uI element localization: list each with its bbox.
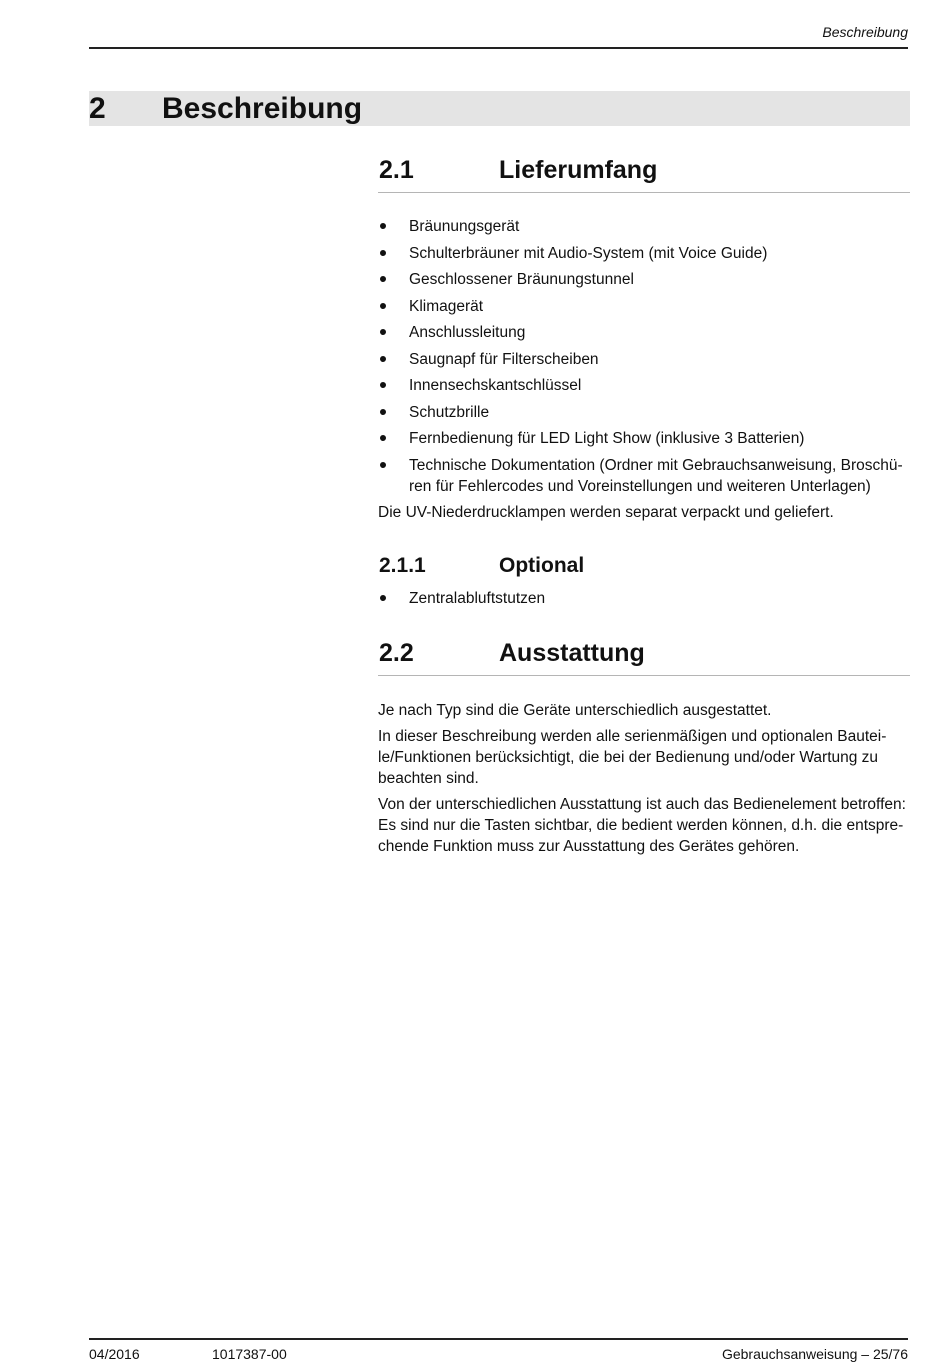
- list-item: [378, 216, 910, 237]
- chapter-title: Beschreibung: [162, 92, 363, 125]
- bullet-icon: [380, 382, 386, 388]
- section-title: Lieferumfang: [499, 156, 658, 184]
- delivery-list: [378, 216, 910, 497]
- list-item-text: Technische Dokumentation (Ordner mit Gebrauchsanweisung, Broschü-ren für Fehlercodes und Voreinstellungen und weiteren Unterlagen): [409, 456, 903, 495]
- delivery-note: Die UV-Niederdrucklampen werden separat verpackt und geliefert.: [378, 504, 834, 521]
- bullet-icon: [380, 223, 386, 229]
- bullet-icon: [380, 462, 386, 468]
- list-item: [378, 349, 910, 370]
- bullet-icon: [380, 435, 386, 441]
- list-item-text: Fernbedienung für LED Light Show (inklusive 3 Batterien): [409, 430, 805, 447]
- bullet-icon: [380, 303, 386, 309]
- list-item-text: Schulterbräuner mit Audio-System (mit Voice Guide): [409, 244, 768, 262]
- header-rule: [89, 47, 908, 49]
- list-item: [378, 455, 910, 497]
- optional-list: [378, 588, 910, 609]
- section-heading-ausstattung: [378, 641, 910, 676]
- paragraph: Je nach Typ sind die Geräte unterschiedlich ausgestattet.: [378, 702, 772, 719]
- subsection-number: 2.1.1: [379, 554, 426, 577]
- list-item: [378, 428, 910, 449]
- section-title: Ausstattung: [499, 639, 645, 667]
- chapter-heading: [89, 91, 910, 126]
- list-item-text: Zentralabluftstutzen: [409, 590, 546, 607]
- list-item: [378, 296, 910, 317]
- footer-page-label: Gebrauchsanweisung – 25/76: [721, 1346, 908, 1362]
- bullet-icon: [380, 329, 386, 335]
- list-item: [378, 588, 910, 609]
- main-content: [378, 158, 910, 857]
- bullet-icon: [380, 356, 386, 362]
- list-item: [378, 322, 910, 343]
- bullet-icon: [380, 409, 386, 415]
- subsection-title: Optional: [499, 554, 585, 577]
- bullet-icon: [380, 250, 386, 256]
- paragraph: Von der unterschiedlichen Ausstattung ist auch das Bedienelement betroffen: Es sind nur die Tasten sichtbar, die bedient werden können, d.h. die entspre-chende Funktion muss zur Ausstattung des Gerätes gehören.: [378, 796, 906, 855]
- list-item-text: Geschlossener Bräunungstunnel: [409, 271, 634, 288]
- section-heading-lieferumfang: [378, 158, 910, 193]
- list-item-text: Klimagerät: [409, 297, 484, 315]
- list-item: [378, 269, 910, 290]
- section-number: 2.1: [379, 156, 414, 184]
- list-item-text: Anschlussleitung: [409, 324, 526, 341]
- list-item-text: Saugnapf für Filterscheiben: [409, 350, 599, 368]
- running-header: Beschreibung: [822, 24, 908, 40]
- footer-doc-number: 1017387-00: [212, 1346, 287, 1362]
- paragraph: In dieser Beschreibung werden alle serienmäßigen und optionalen Bautei-le/Funktionen berücksichtigt, die bei der Bedienung und/oder Wartung zu beachten sind.: [378, 728, 887, 787]
- bullet-icon: [380, 276, 386, 282]
- list-item-text: Bräunungsgerät: [409, 218, 520, 235]
- section-number: 2.2: [379, 639, 414, 667]
- footer-rule: [89, 1338, 908, 1340]
- bullet-icon: [380, 595, 386, 601]
- list-item: [378, 375, 910, 396]
- chapter-number: 2: [89, 92, 106, 125]
- list-item: [378, 243, 910, 264]
- footer-date: 04/2016: [89, 1346, 140, 1362]
- list-item-text: Schutzbrille: [409, 403, 490, 421]
- list-item-text: Innensechskantschlüssel: [409, 377, 582, 394]
- subsection-heading-optional: [378, 551, 910, 581]
- list-item: [378, 402, 910, 423]
